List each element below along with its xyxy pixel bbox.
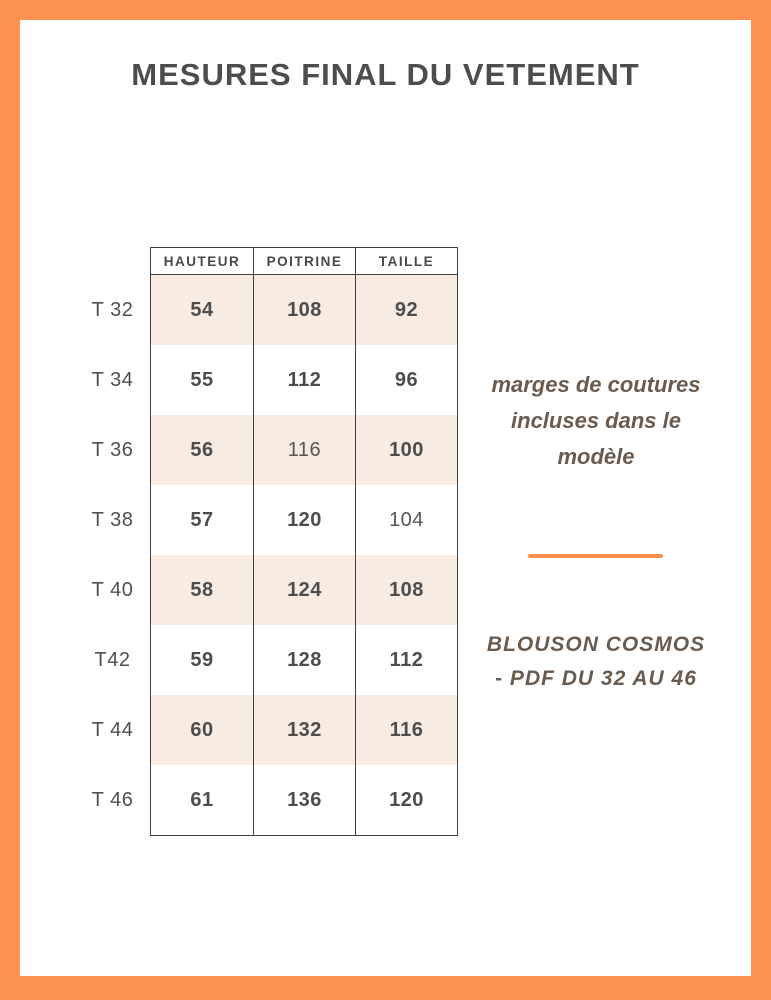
row-label-t42: T42: [94, 648, 131, 671]
seam-allowance-note: [456, 367, 736, 475]
table-cell: 57: [190, 508, 214, 531]
table-cell: 108: [355, 555, 457, 625]
table-cell: 55: [190, 368, 214, 391]
row-label-t32: T 32: [91, 298, 134, 321]
table-cell: 120: [253, 485, 355, 555]
size-labels-column: [75, 247, 150, 835]
size-table: [75, 247, 458, 836]
product-name-note: [446, 628, 746, 696]
column-header-hauteur: HAUTEUR: [151, 248, 253, 275]
column-header-poitrine: POITRINE: [253, 248, 355, 275]
table-cell: 54: [151, 275, 253, 345]
page-title: MESURES FINAL DU VETEMENT: [131, 57, 640, 92]
table-cell: 116: [253, 415, 355, 485]
seam-note-line: modèle: [557, 444, 635, 469]
row-label-t36: T 36: [91, 438, 134, 461]
table-cell: 58: [151, 555, 253, 625]
row-label-t38: T 38: [91, 508, 134, 531]
table-cell: 136: [253, 765, 355, 835]
table-cell: 59: [190, 648, 214, 671]
table-cell: 61: [190, 788, 214, 811]
table-cell: 108: [253, 275, 355, 345]
table-cell: 124: [253, 555, 355, 625]
table-cell: 96: [355, 345, 457, 415]
table-cell: 60: [151, 695, 253, 765]
table-cell: 92: [355, 275, 457, 345]
seam-note-line: incluses dans le: [511, 408, 681, 433]
row-label-t34: T 34: [91, 368, 134, 391]
measurements-grid: [150, 247, 458, 836]
orange-divider-line: [528, 554, 663, 558]
seam-note-line: marges de coutures: [491, 372, 701, 397]
document-page: [20, 20, 751, 976]
table-cell: 112: [355, 625, 457, 695]
row-label-t40: T 40: [91, 578, 134, 601]
table-cell: 104: [355, 485, 457, 555]
column-header-taille: TAILLE: [355, 248, 457, 275]
product-note-line: - PDF DU 32 AU 46: [495, 667, 697, 690]
table-cell: 132: [253, 695, 355, 765]
row-label-t46: T 46: [91, 788, 134, 811]
table-cell: 116: [355, 695, 457, 765]
table-cell: 56: [151, 415, 253, 485]
table-cell: 128: [253, 625, 355, 695]
table-cell: 112: [253, 345, 355, 415]
product-note-line: BLOUSON COSMOS: [486, 633, 706, 656]
table-cell: 120: [355, 765, 457, 835]
table-cell: 100: [355, 415, 457, 485]
row-label-t44: T 44: [91, 718, 134, 741]
